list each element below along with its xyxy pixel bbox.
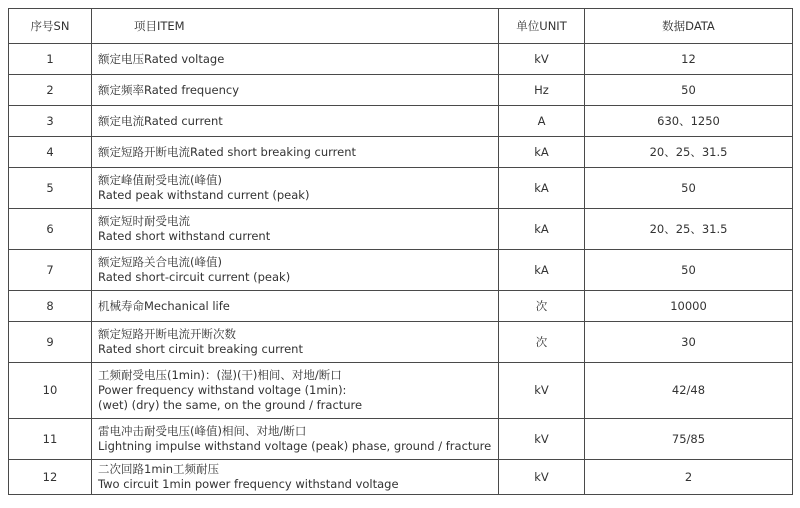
header-item: 项目ITEM xyxy=(92,9,499,44)
cell-sn: 3 xyxy=(9,106,92,137)
technical-parameters-table xyxy=(8,8,793,495)
table-body xyxy=(9,44,793,495)
item-line: 机械寿命Mechanical life xyxy=(98,298,230,313)
cell-data: 10000 xyxy=(585,291,793,322)
item-line: Rated short-circuit current (peak) xyxy=(98,270,291,284)
table-row xyxy=(9,44,793,75)
cell-data: 12 xyxy=(585,44,793,75)
cell-unit: kA xyxy=(499,209,585,250)
cell-data: 20、25、31.5 xyxy=(585,209,793,250)
cell-item xyxy=(92,250,499,291)
cell-data: 50 xyxy=(585,75,793,106)
item-line: Power frequency withstand voltage (1min): xyxy=(98,383,347,397)
cell-item xyxy=(92,291,499,322)
item-line: 额定峰值耐受电流(峰值) xyxy=(98,173,222,187)
cell-item xyxy=(92,322,499,363)
item-line: Two circuit 1min power frequency withstand voltage xyxy=(98,477,399,491)
item-line: Rated peak withstand current (peak) xyxy=(98,188,310,202)
cell-sn: 12 xyxy=(9,460,92,495)
cell-sn: 1 xyxy=(9,44,92,75)
item-line: 工频耐受电压(1min)：(湿)(干)相间、对地/断口 xyxy=(98,368,342,382)
cell-unit: A xyxy=(499,106,585,137)
cell-item xyxy=(92,460,499,495)
cell-unit: kV xyxy=(499,363,585,419)
cell-data: 630、1250 xyxy=(585,106,793,137)
cell-sn: 8 xyxy=(9,291,92,322)
table-row xyxy=(9,460,793,495)
cell-sn: 7 xyxy=(9,250,92,291)
table-row xyxy=(9,209,793,250)
cell-item xyxy=(92,44,499,75)
cell-sn: 9 xyxy=(9,322,92,363)
cell-unit: kV xyxy=(499,44,585,75)
cell-item xyxy=(92,363,499,419)
cell-data: 2 xyxy=(585,460,793,495)
cell-unit: kA xyxy=(499,250,585,291)
item-line: 雷电冲击耐受电压(峰值)相间、对地/断口 xyxy=(98,424,307,438)
cell-sn: 5 xyxy=(9,168,92,209)
cell-unit: Hz xyxy=(499,75,585,106)
cell-unit: kA xyxy=(499,137,585,168)
item-line: 额定频率Rated frequency xyxy=(98,82,240,97)
item-line: (wet) (dry) the same, on the ground / fracture xyxy=(98,398,363,412)
cell-sn: 4 xyxy=(9,137,92,168)
item-line: 额定短路开断电流开断次数 xyxy=(98,327,236,341)
item-line: Rated short withstand current xyxy=(98,229,271,243)
cell-item xyxy=(92,209,499,250)
table-row xyxy=(9,363,793,419)
table-row xyxy=(9,419,793,460)
cell-unit: 次 xyxy=(499,322,585,363)
cell-data: 30 xyxy=(585,322,793,363)
item-line: Rated short circuit breaking current xyxy=(98,342,303,356)
item-line: 额定电流Rated current xyxy=(98,113,223,128)
cell-item xyxy=(92,137,499,168)
table-row xyxy=(9,75,793,106)
header-sn: 序号SN xyxy=(9,9,92,44)
item-line: 额定短时耐受电流 xyxy=(98,214,190,228)
cell-data: 75/85 xyxy=(585,419,793,460)
cell-sn: 6 xyxy=(9,209,92,250)
cell-unit: 次 xyxy=(499,291,585,322)
cell-unit: kV xyxy=(499,419,585,460)
cell-item xyxy=(92,75,499,106)
table-row xyxy=(9,106,793,137)
header-row xyxy=(9,9,793,44)
cell-unit: kA xyxy=(499,168,585,209)
table-row xyxy=(9,250,793,291)
item-line: 额定短路开断电流Rated short breaking current xyxy=(98,144,357,159)
table-row xyxy=(9,322,793,363)
header-unit: 单位UNIT xyxy=(499,9,585,44)
cell-data: 50 xyxy=(585,168,793,209)
table-row xyxy=(9,168,793,209)
cell-item xyxy=(92,106,499,137)
table-row xyxy=(9,137,793,168)
cell-item xyxy=(92,419,499,460)
cell-sn: 10 xyxy=(9,363,92,419)
cell-sn: 2 xyxy=(9,75,92,106)
table-row xyxy=(9,291,793,322)
item-line: 二次回路1min工频耐压 xyxy=(98,462,220,476)
cell-data: 42/48 xyxy=(585,363,793,419)
item-line: 额定电压Rated voltage xyxy=(98,51,225,66)
cell-item xyxy=(92,168,499,209)
cell-unit: kV xyxy=(499,460,585,495)
header-data: 数据DATA xyxy=(585,9,793,44)
cell-data: 50 xyxy=(585,250,793,291)
cell-sn: 11 xyxy=(9,419,92,460)
item-line: Lightning impulse withstand voltage (peak) phase, ground / fracture xyxy=(98,439,492,453)
cell-data: 20、25、31.5 xyxy=(585,137,793,168)
item-line: 额定短路关合电流(峰值) xyxy=(98,255,222,269)
